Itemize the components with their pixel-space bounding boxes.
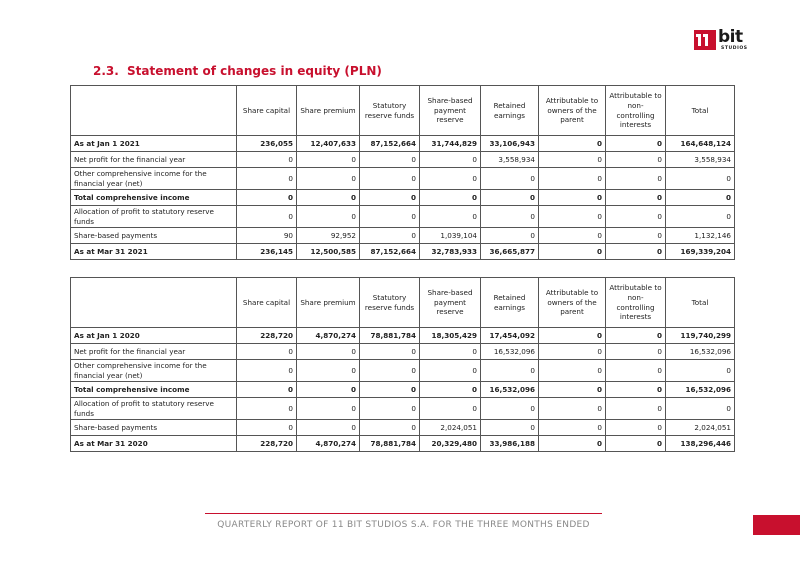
table-cell: 0 bbox=[606, 420, 666, 436]
table-cell: 0 bbox=[420, 206, 481, 228]
column-header: Total bbox=[666, 278, 735, 328]
table-row bbox=[71, 436, 735, 452]
row-label: As at Jan 1 2021 bbox=[71, 136, 237, 152]
table-cell: 0 bbox=[606, 168, 666, 190]
row-label: Other comprehensive income for the financial year (net) bbox=[71, 360, 237, 382]
table-cell: 0 bbox=[237, 344, 297, 360]
table-cell: 0 bbox=[297, 206, 360, 228]
table-cell: 0 bbox=[539, 398, 606, 420]
table-cell: 2,024,051 bbox=[420, 420, 481, 436]
table-cell: 236,055 bbox=[237, 136, 297, 152]
table-row bbox=[71, 168, 735, 190]
table-cell: 0 bbox=[481, 206, 539, 228]
table-cell: 0 bbox=[297, 360, 360, 382]
table-cell: 16,532,096 bbox=[481, 344, 539, 360]
equity-table-2020 bbox=[70, 277, 735, 452]
table-cell: 0 bbox=[539, 190, 606, 206]
logo-subtext: STUDIOS bbox=[721, 46, 748, 51]
column-header: Attributable to owners of the parent bbox=[539, 278, 606, 328]
company-logo bbox=[694, 27, 754, 56]
table-cell: 78,881,784 bbox=[360, 436, 420, 452]
table-cell: 138,296,446 bbox=[666, 436, 735, 452]
table-cell: 3,558,934 bbox=[666, 152, 735, 168]
table-row bbox=[71, 228, 735, 244]
column-header: Attributable to non-controlling interests bbox=[606, 86, 666, 136]
column-header: Attributable to owners of the parent bbox=[539, 86, 606, 136]
table-row bbox=[71, 328, 735, 344]
table-row bbox=[71, 382, 735, 398]
table-cell: 4,870,274 bbox=[297, 328, 360, 344]
table-cell: 0 bbox=[360, 206, 420, 228]
table-cell: 0 bbox=[360, 398, 420, 420]
table-cell: 0 bbox=[539, 360, 606, 382]
table-cell: 1,132,146 bbox=[666, 228, 735, 244]
table-cell: 0 bbox=[360, 360, 420, 382]
column-header: Retained earnings bbox=[481, 86, 539, 136]
table-cell: 0 bbox=[539, 382, 606, 398]
table-cell: 0 bbox=[297, 344, 360, 360]
column-header: Share capital bbox=[237, 278, 297, 328]
table-cell: 0 bbox=[237, 398, 297, 420]
table-cell: 0 bbox=[666, 398, 735, 420]
table-cell: 0 bbox=[539, 344, 606, 360]
table-cell: 36,665,877 bbox=[481, 244, 539, 260]
equity-table-2021 bbox=[70, 85, 735, 260]
column-header: Retained earnings bbox=[481, 278, 539, 328]
table-cell: 0 bbox=[606, 382, 666, 398]
table-cell: 0 bbox=[297, 398, 360, 420]
table-cell: 0 bbox=[539, 420, 606, 436]
table-cell: 0 bbox=[666, 360, 735, 382]
table-cell: 2,024,051 bbox=[666, 420, 735, 436]
column-header: Share capital bbox=[237, 86, 297, 136]
table-cell: 228,720 bbox=[237, 328, 297, 344]
table-cell: 16,532,096 bbox=[666, 344, 735, 360]
table-cell: 0 bbox=[297, 168, 360, 190]
table-cell: 1,039,104 bbox=[420, 228, 481, 244]
column-header: Attributable to non-controlling interests bbox=[606, 278, 666, 328]
logo-mark-icon bbox=[694, 30, 716, 50]
table-cell: 0 bbox=[237, 152, 297, 168]
column-header: Total bbox=[666, 86, 735, 136]
table-cell: 0 bbox=[606, 206, 666, 228]
footer-text: QUARTERLY REPORT OF 11 BIT STUDIOS S.A. FOR THE THREE MONTHS ENDED bbox=[217, 520, 590, 530]
table-cell: 0 bbox=[606, 328, 666, 344]
column-header: Statutory reserve funds bbox=[360, 278, 420, 328]
column-header: Share premium bbox=[297, 278, 360, 328]
table-cell: 33,986,188 bbox=[481, 436, 539, 452]
table-cell: 0 bbox=[297, 190, 360, 206]
row-label: Allocation of profit to statutory reserve funds bbox=[71, 398, 237, 420]
table-cell: 236,145 bbox=[237, 244, 297, 260]
table-cell: 119,740,299 bbox=[666, 328, 735, 344]
row-label: As at Mar 31 2021 bbox=[71, 244, 237, 260]
table-cell: 0 bbox=[606, 398, 666, 420]
section-title-text: Statement of changes in equity (PLN) bbox=[127, 64, 382, 78]
table-cell: 33,106,943 bbox=[481, 136, 539, 152]
row-label: Allocation of profit to statutory reserve funds bbox=[71, 206, 237, 228]
table-cell: 0 bbox=[606, 244, 666, 260]
table-cell: 0 bbox=[666, 190, 735, 206]
table-cell: 0 bbox=[420, 360, 481, 382]
table-cell: 0 bbox=[666, 168, 735, 190]
table-cell: 0 bbox=[481, 228, 539, 244]
table-cell: 0 bbox=[297, 420, 360, 436]
logo-text: bit bbox=[718, 27, 743, 47]
table-cell: 92,952 bbox=[297, 228, 360, 244]
table-row bbox=[71, 136, 735, 152]
header-row bbox=[71, 278, 735, 328]
footer-accent-block bbox=[753, 515, 800, 535]
table-cell: 87,152,664 bbox=[360, 136, 420, 152]
table-cell: 0 bbox=[360, 382, 420, 398]
row-label: Other comprehensive income for the financial year (net) bbox=[71, 168, 237, 190]
table-cell: 0 bbox=[237, 168, 297, 190]
column-header: Statutory reserve funds bbox=[360, 86, 420, 136]
table-cell: 0 bbox=[237, 206, 297, 228]
table-cell: 228,720 bbox=[237, 436, 297, 452]
table-cell: 0 bbox=[606, 190, 666, 206]
table-cell: 0 bbox=[606, 436, 666, 452]
table-cell: 0 bbox=[666, 206, 735, 228]
table-cell: 0 bbox=[420, 382, 481, 398]
row-label: Share-based payments bbox=[71, 420, 237, 436]
table-cell: 0 bbox=[539, 152, 606, 168]
table-cell: 0 bbox=[539, 136, 606, 152]
section-title bbox=[93, 64, 382, 78]
table-cell: 0 bbox=[606, 344, 666, 360]
table-cell: 32,783,933 bbox=[420, 244, 481, 260]
table-cell: 0 bbox=[539, 436, 606, 452]
table-cell: 0 bbox=[606, 228, 666, 244]
table-cell: 0 bbox=[539, 206, 606, 228]
row-label: Total comprehensive income bbox=[71, 190, 237, 206]
table-row bbox=[71, 420, 735, 436]
table-cell: 20,329,480 bbox=[420, 436, 481, 452]
table-cell: 0 bbox=[360, 420, 420, 436]
table-cell: 87,152,664 bbox=[360, 244, 420, 260]
table-cell: 0 bbox=[606, 136, 666, 152]
table-cell: 31,744,829 bbox=[420, 136, 481, 152]
table-row bbox=[71, 344, 735, 360]
section-number: 2.3. bbox=[93, 64, 119, 78]
table-cell: 0 bbox=[360, 344, 420, 360]
table-cell: 169,339,204 bbox=[666, 244, 735, 260]
header-row bbox=[71, 86, 735, 136]
table-cell: 0 bbox=[539, 328, 606, 344]
table-cell: 12,407,633 bbox=[297, 136, 360, 152]
table-cell: 0 bbox=[481, 420, 539, 436]
table-cell: 0 bbox=[297, 382, 360, 398]
table-cell: 0 bbox=[420, 168, 481, 190]
table-cell: 0 bbox=[539, 168, 606, 190]
table-cell: 0 bbox=[481, 398, 539, 420]
row-label: Total comprehensive income bbox=[71, 382, 237, 398]
table-cell: 0 bbox=[481, 360, 539, 382]
table-cell: 0 bbox=[237, 382, 297, 398]
table-cell: 0 bbox=[237, 190, 297, 206]
table-cell: 164,648,124 bbox=[666, 136, 735, 152]
table-row bbox=[71, 398, 735, 420]
table-cell: 90 bbox=[237, 228, 297, 244]
table-cell: 0 bbox=[420, 190, 481, 206]
table-cell: 0 bbox=[420, 152, 481, 168]
table-cell: 0 bbox=[606, 152, 666, 168]
table-row bbox=[71, 206, 735, 228]
column-header: Share-based payment reserve bbox=[420, 86, 481, 136]
table-cell: 0 bbox=[237, 420, 297, 436]
table-row bbox=[71, 360, 735, 382]
table-cell: 3,558,934 bbox=[481, 152, 539, 168]
table-cell: 4,870,274 bbox=[297, 436, 360, 452]
column-header: Share-based payment reserve bbox=[420, 278, 481, 328]
table-cell: 0 bbox=[481, 190, 539, 206]
table-cell: 0 bbox=[539, 228, 606, 244]
table-cell: 17,454,092 bbox=[481, 328, 539, 344]
table-cell: 16,532,096 bbox=[481, 382, 539, 398]
footer-divider bbox=[205, 513, 602, 514]
table-cell: 78,881,784 bbox=[360, 328, 420, 344]
header-cell-blank bbox=[71, 86, 237, 136]
table-cell: 18,305,429 bbox=[420, 328, 481, 344]
row-label: Net profit for the financial year bbox=[71, 344, 237, 360]
table-cell: 0 bbox=[420, 344, 481, 360]
table-cell: 0 bbox=[237, 360, 297, 382]
table-cell: 0 bbox=[481, 168, 539, 190]
row-label: Net profit for the financial year bbox=[71, 152, 237, 168]
table-cell: 0 bbox=[420, 398, 481, 420]
row-label: As at Jan 1 2020 bbox=[71, 328, 237, 344]
table-cell: 0 bbox=[360, 228, 420, 244]
table-cell: 0 bbox=[606, 360, 666, 382]
table-cell: 12,500,585 bbox=[297, 244, 360, 260]
column-header: Share premium bbox=[297, 86, 360, 136]
header-cell-blank bbox=[71, 278, 237, 328]
table-cell: 0 bbox=[360, 152, 420, 168]
row-label: As at Mar 31 2020 bbox=[71, 436, 237, 452]
table-cell: 0 bbox=[360, 168, 420, 190]
table-cell: 0 bbox=[539, 244, 606, 260]
row-label: Share-based payments bbox=[71, 228, 237, 244]
table-row bbox=[71, 152, 735, 168]
table-row bbox=[71, 244, 735, 260]
table-cell: 16,532,096 bbox=[666, 382, 735, 398]
table-cell: 0 bbox=[297, 152, 360, 168]
table-cell: 0 bbox=[360, 190, 420, 206]
table-row bbox=[71, 190, 735, 206]
